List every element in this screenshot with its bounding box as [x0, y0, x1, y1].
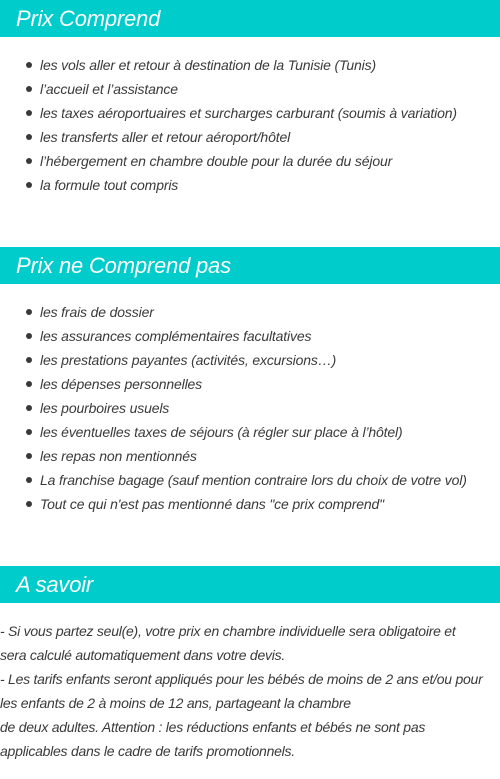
info-paragraph: [0, 619, 500, 763]
list-item-text: les frais de dossier: [40, 304, 154, 320]
list-item-text: La franchise bagage (sauf mention contraire lors du choix de votre vol): [40, 472, 467, 488]
list-item-text: les assurances complémentaires facultatives: [40, 328, 312, 344]
list-item-text: la formule tout compris: [40, 177, 179, 193]
info-section-title: A savoir: [0, 566, 500, 603]
list-item-text: les taxes aéroportuaires et surcharges carburant (soumis à variation): [40, 105, 457, 121]
list-item-text: les transferts aller et retour aéroport/hôtel: [40, 129, 291, 145]
list-item: [0, 348, 500, 372]
list-item: [0, 125, 500, 149]
info-line: applicables dans le cadre de tarifs promotionnels.: [0, 743, 295, 759]
info-line: - Les tarifs enfants seront appliqués pour les bébés de moins de 2 ans et/ou pour: [0, 671, 483, 687]
list-item-text: les éventuelles taxes de séjours (à régler sur place à l’hôtel): [40, 424, 403, 440]
list-item: [0, 173, 500, 197]
list-item: [0, 396, 500, 420]
list-item: [0, 324, 500, 348]
included-section-title: Prix Comprend: [0, 0, 500, 37]
list-item: [0, 468, 500, 492]
info-line: les enfants de 2 à moins de 12 ans, partageant la chambre: [0, 695, 351, 711]
bullet-icon: [26, 86, 32, 92]
bullet-icon: [26, 182, 32, 188]
bullet-icon: [26, 477, 32, 483]
list-item-text: les dépenses personnelles: [40, 376, 203, 392]
list-item: [0, 101, 500, 125]
bullet-icon: [26, 357, 32, 363]
list-item: [0, 53, 500, 77]
list-item-text: les pourboires usuels: [40, 400, 170, 416]
list-item-text: Tout ce qui n'est pas mentionné dans "ce prix comprend": [40, 496, 384, 512]
bullet-icon: [26, 405, 32, 411]
info-line: - Si vous partez seul(e), votre prix en chambre individuelle sera obligatoire et: [0, 623, 456, 639]
list-item-text: les prestations payantes (activités, excursions…): [40, 352, 337, 368]
list-item: [0, 420, 500, 444]
bullet-icon: [26, 429, 32, 435]
list-item: [0, 77, 500, 101]
list-item: [0, 444, 500, 468]
list-item: [0, 300, 500, 324]
info-line: sera calculé automatiquement dans votre devis.: [0, 647, 285, 663]
bullet-icon: [26, 110, 32, 116]
bullet-icon: [26, 453, 32, 459]
bullet-icon: [26, 381, 32, 387]
bullet-icon: [26, 333, 32, 339]
bullet-icon: [26, 62, 32, 68]
list-item-text: les vols aller et retour à destination de la Tunisie (Tunis): [40, 57, 376, 73]
list-item-text: les repas non mentionnés: [40, 448, 197, 464]
bullet-icon: [26, 158, 32, 164]
list-item-text: l’hébergement en chambre double pour la durée du séjour: [40, 153, 393, 169]
info-line: de deux adultes. Attention : les réductions enfants et bébés ne sont pas: [0, 719, 426, 735]
list-item: [0, 492, 500, 516]
bullet-icon: [26, 309, 32, 315]
list-item: [0, 149, 500, 173]
list-item-text: l’accueil et l’assistance: [40, 81, 178, 97]
bullet-icon: [26, 501, 32, 507]
bullet-icon: [26, 134, 32, 140]
excluded-list: [0, 300, 500, 516]
list-item: [0, 372, 500, 396]
excluded-section-title: Prix ne Comprend pas: [0, 247, 500, 284]
included-list: [0, 53, 500, 197]
